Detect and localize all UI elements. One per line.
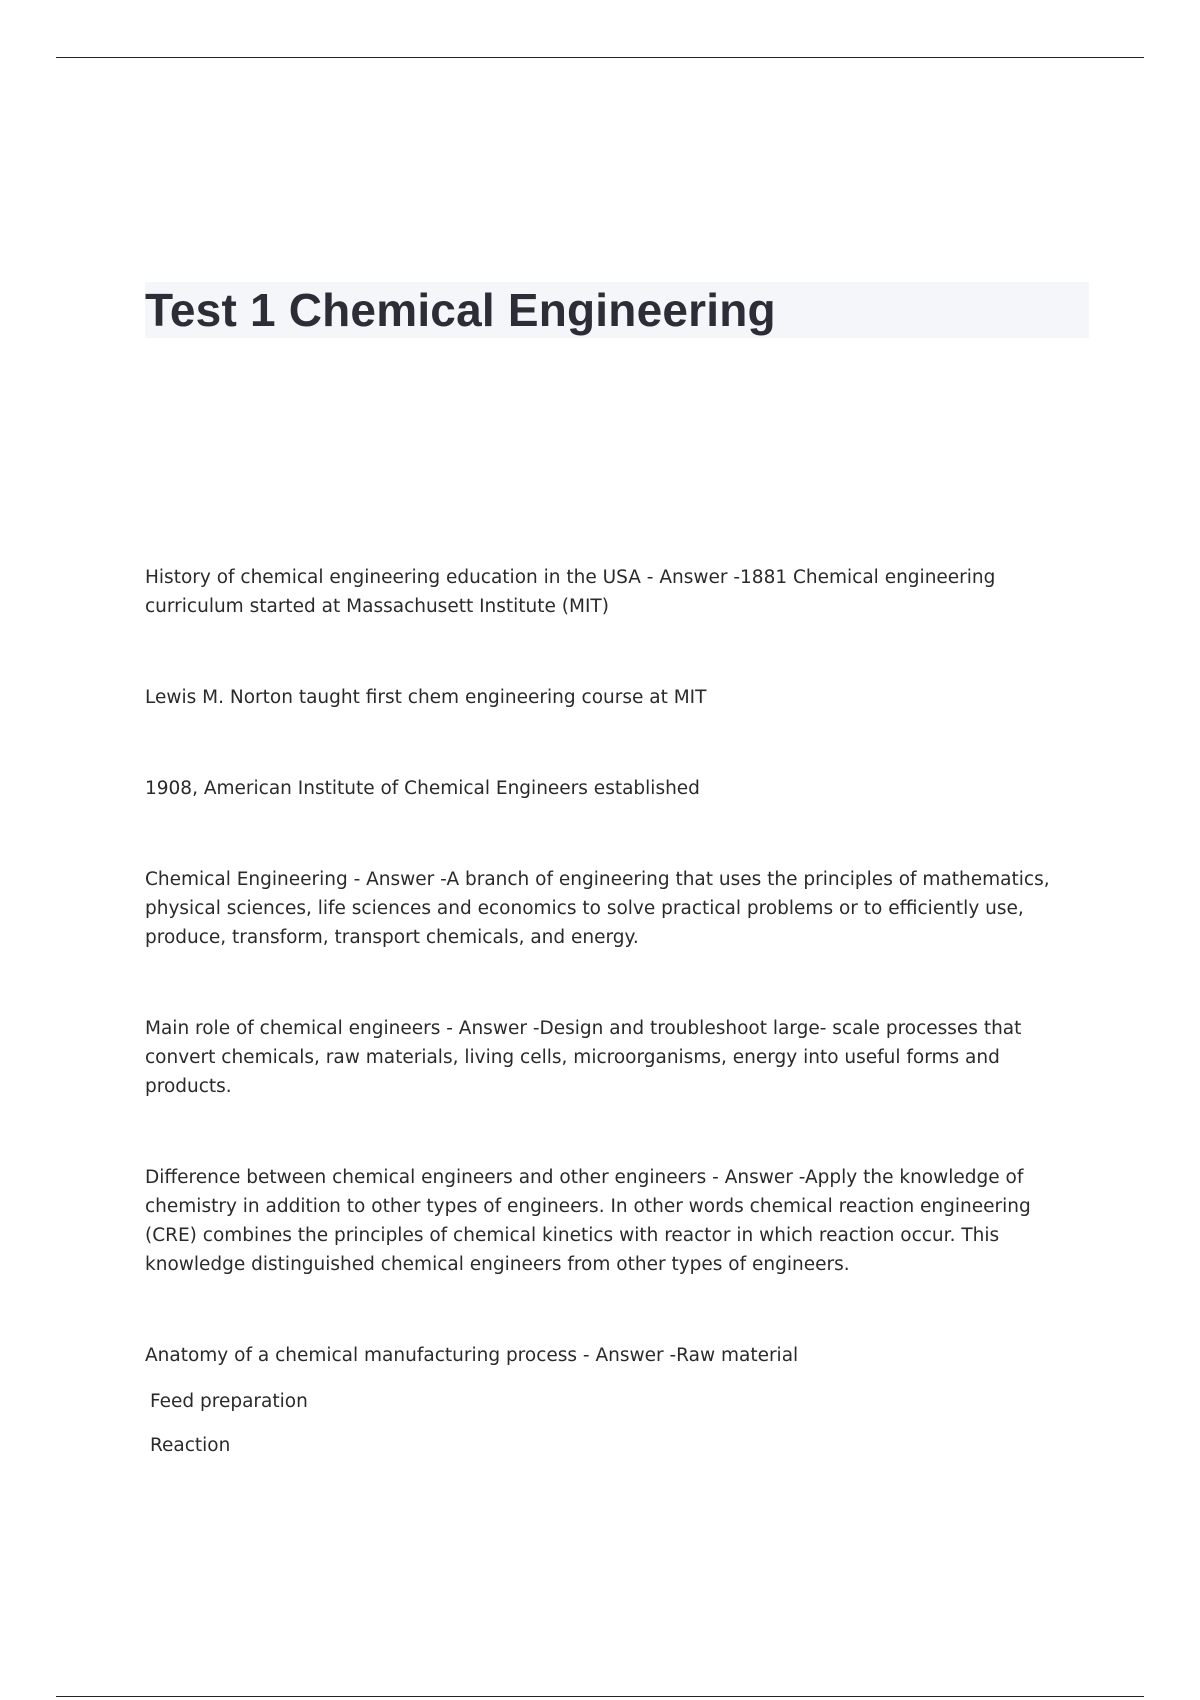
qa-item: Difference between chemical engineers and other engineers - Answer -Apply the knowledge of chemistry in addition to other types of engineers. In other words chemical reaction engineering (CRE) combines the principles of chemical kinetics with reactor in which reaction occur. This knowledge distinguished chemical engineers from other types of engineers. (145, 1167, 1031, 1275)
qa-item: History of chemical engineering education in the USA - Answer -1881 Chemical engineering curriculum started at Massachusett Institute (MIT) (145, 567, 996, 617)
spacer (145, 803, 1085, 865)
spacer (145, 712, 1085, 774)
document-title: Test 1 Chemical Engineering (145, 284, 776, 336)
document-body (145, 563, 1085, 1460)
qa-item: Anatomy of a chemical manufacturing process - Answer -Raw material (145, 1345, 799, 1366)
spacer (145, 1101, 1085, 1163)
qa-item: 1908, American Institute of Chemical Engineers established (145, 778, 700, 799)
process-step: Reaction (150, 1435, 231, 1456)
qa-item: Main role of chemical engineers - Answer -Design and troubleshoot large- scale processes that convert chemicals, raw materials, living cells, microorganisms, energy into useful forms and products. (145, 1018, 1022, 1097)
spacer (145, 952, 1085, 1014)
spacer (145, 621, 1085, 683)
spacer (145, 1279, 1085, 1341)
bottom-rule (56, 1696, 1144, 1697)
top-rule (56, 57, 1144, 58)
process-step: Feed preparation (150, 1391, 308, 1412)
qa-item: Lewis M. Norton taught first chem engineering course at MIT (145, 687, 707, 708)
qa-item: Chemical Engineering - Answer -A branch of engineering that uses the principles of mathematics, physical sciences, life sciences and economics to solve practical problems or to efficiently use, produce, transform, transport chemicals, and energy. (145, 869, 1050, 948)
